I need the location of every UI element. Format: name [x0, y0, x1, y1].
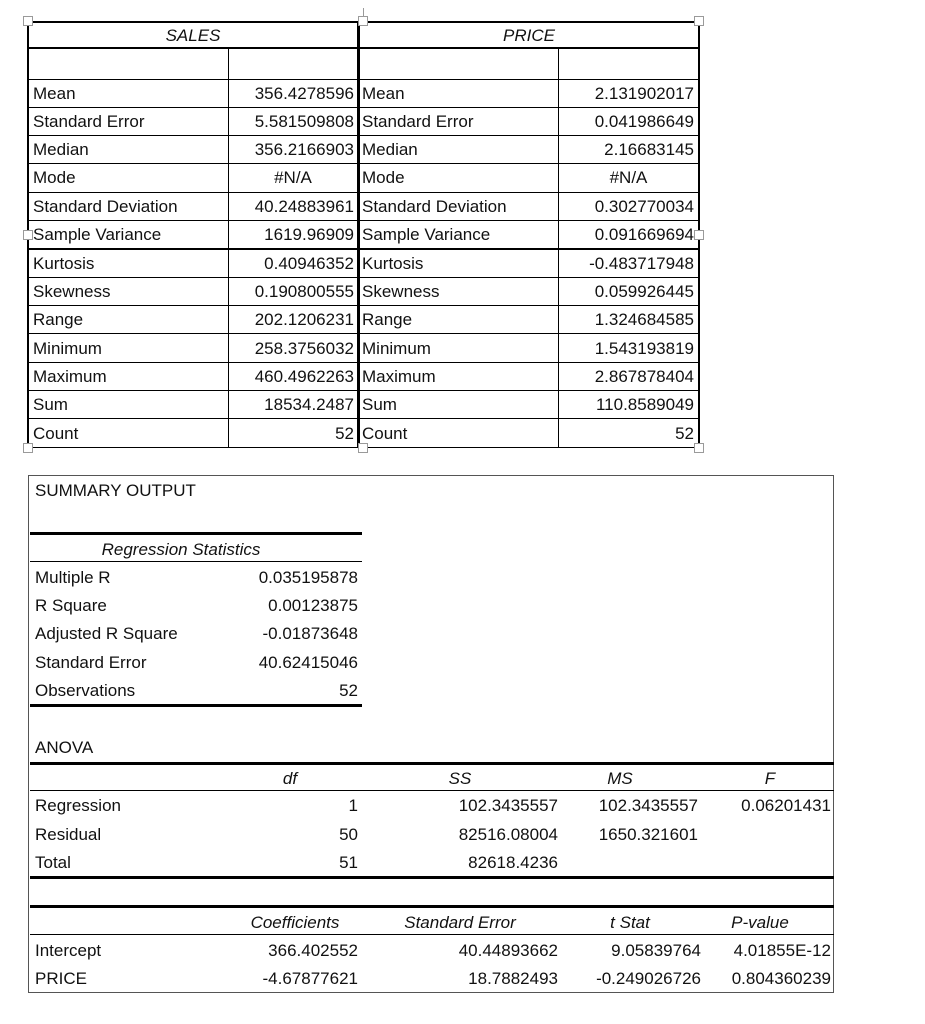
anova-header-ss: SS: [448, 769, 472, 788]
anova-header-ms: MS: [607, 769, 633, 788]
resize-handle-bottom-left[interactable]: [23, 443, 33, 453]
coef-header-standard-error: Standard Error: [404, 913, 516, 932]
summary-output: SUMMARY OUTPUT Regression Statistics Multiple R 0.035195878 R Square 0.00123875 Adjusted R Square -0.01873648 Standard Error 40.62415046 Observations 52 ANOVA df SS MS F Regression 1 102.3435557 102.3435557 0.06201431 Residual 50 82516.08004 1650.321601 Total 51 82618.4236 Coefficients Standard Error t Stat P-value Intercept 366.402552 40.44893662 9.05839764 4.01855E-12 PRICE -4.67877621 18.7882493 -0.249026726 0.804360239: [0, 0, 925, 1024]
anova-header-f: F: [764, 769, 776, 788]
resize-handle-bottom-middle[interactable]: [358, 443, 368, 453]
resize-handle-bottom-right[interactable]: [694, 443, 704, 453]
descriptive-stats-table[interactable]: SALES PRICE Mean 356.4278596 Mean 2.131902017 Standard Error 5.581509808 Standard Error 0.041986649 Median 356.2166903 Median 2.16683145 Mode #N/A Mode #N/A Standard Deviation 40.24883961 Standard Deviation 0.302770034 Sample Variance 1619.96909 Sample Variance 0.091669694 Kurtosis 0.40946352 Kurtosis -0.483717948 Skewness 0.190800555 Skewness 0.059926445 Range 202.1206231 Range 1.324684585 Minimum 258.3756032 Minimum 1.543193819 Maximum 460.4962263 Maximum 2.867878404 Sum 18534.2487 Sum 110.8589049 Count 52 Count 52: [0, 0, 925, 460]
resize-handle-middle-left[interactable]: [23, 230, 33, 240]
resize-handle-middle-right[interactable]: [694, 230, 704, 240]
price-header: PRICE: [503, 26, 555, 45]
resize-handle-top-middle[interactable]: [358, 16, 368, 26]
coef-header-coefficients: Coefficients: [250, 913, 340, 932]
summary-title: SUMMARY OUTPUT: [35, 481, 196, 500]
resize-handle-top-right[interactable]: [694, 16, 704, 26]
resize-handle-top-left[interactable]: [23, 16, 33, 26]
reg-stats-header: Regression Statistics: [101, 540, 261, 559]
anova-header-df: df: [282, 769, 298, 788]
coef-header-p-value: P-value: [731, 913, 789, 932]
sales-header: SALES: [165, 26, 221, 45]
coef-header-t-stat: t Stat: [610, 913, 650, 932]
anova-title: ANOVA: [35, 738, 94, 757]
